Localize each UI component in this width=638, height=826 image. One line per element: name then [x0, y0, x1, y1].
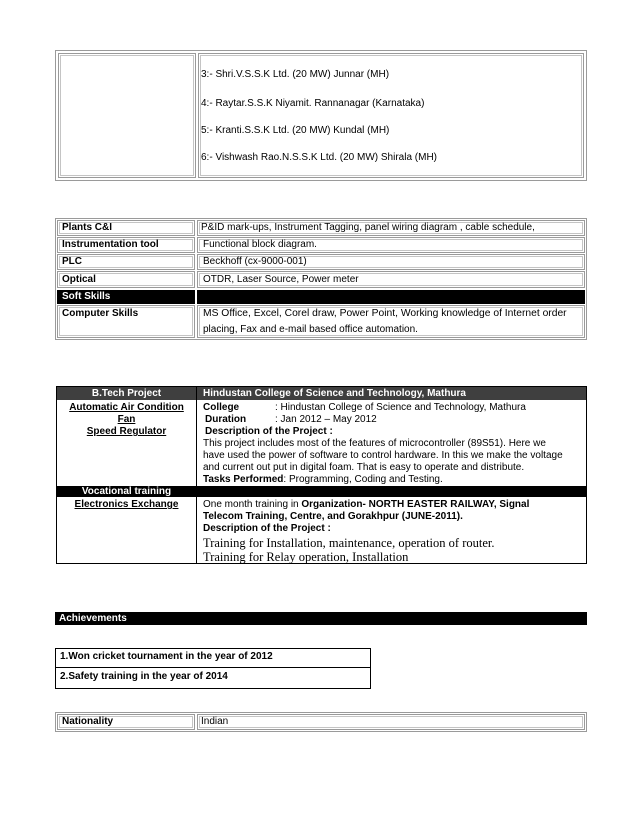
vocational-org-line2: Telecom Training, Centre, and Gorakhpur (JUNE-2011).	[203, 511, 463, 522]
vocational-title: Electronics Exchange	[74, 499, 179, 510]
vocational-intro-text: One month training in	[203, 499, 302, 510]
soft-skills-header-right	[197, 290, 585, 304]
btech-project-header-label: B.Tech Project	[91, 388, 162, 399]
tasks-value: : Programming, Coding and Testing.	[283, 474, 443, 485]
computer-skills-line: MS Office, Excel, Corel draw, Power Point, Working knowledge of Internet order	[203, 308, 567, 319]
duration-label: Duration	[205, 414, 247, 425]
vocational-line: Training for Installation, maintenance, operation of router.	[203, 536, 495, 550]
achievements-divider	[55, 667, 371, 668]
description-label: Description of the Project :	[205, 426, 333, 437]
mill-item: 3:- Shri.V.S.S.K Ltd. (20 MW) Junnar (MH)	[201, 69, 390, 80]
project-table-divider	[196, 386, 197, 564]
vocational-desc-label: Description of the Project :	[203, 523, 331, 534]
achievement-item: 1.Won cricket tournament in the year of 2012	[60, 651, 273, 662]
project-title-line: Automatic Air Condition	[69, 402, 184, 413]
description-line: have used the power of software to control hardware. In this we make the voltage	[203, 450, 563, 461]
computer-skills-label: Computer Skills	[62, 308, 139, 319]
computer-skills-line: placing, Fax and e-mail based office automation.	[203, 324, 418, 335]
vocational-org: Organization- NORTH EASTER RAILWAY, Signal	[301, 499, 530, 510]
soft-skills-label: Soft Skills	[62, 291, 111, 302]
nationality-label: Nationality	[62, 716, 114, 727]
skill-label: Plants C&I	[62, 222, 113, 233]
description-line: This project includes most of the features of microcontroller (89S51). Here we	[203, 438, 546, 449]
skill-label: Optical	[62, 274, 96, 285]
description-line: and current out put in digital foam. That is easy to operate and distribute.	[203, 462, 525, 473]
skill-value: Functional block diagram.	[203, 239, 317, 250]
college-label: College	[203, 402, 240, 413]
project-title-line: Fan	[117, 414, 136, 425]
tasks-label: Tasks Performed	[203, 474, 284, 485]
mill-item: 4:- Raytar.S.S.K Niyamit. Rannanagar (Karnataka)	[201, 98, 425, 109]
mill-item: 5:- Kranti.S.S.K Ltd. (20 MW) Kundal (MH)	[201, 125, 390, 136]
college-value: : Hindustan College of Science and Technology, Mathura	[275, 402, 526, 413]
tasks-performed	[203, 474, 443, 486]
vocational-training-header-right	[197, 486, 586, 497]
vocational-training-label: Vocational training	[81, 486, 172, 497]
skill-value: OTDR, Laser Source, Power meter	[203, 274, 359, 285]
nationality-value: Indian	[201, 716, 229, 727]
skill-value: P&ID mark-ups, Instrument Tagging, panel wiring diagram , cable schedule,	[201, 222, 535, 233]
project-title-line: Speed Regulator	[86, 426, 167, 437]
achievements-header-label: Achievements	[59, 613, 127, 624]
skill-label: PLC	[62, 256, 82, 267]
achievement-item: 2.Safety training in the year of 2014	[60, 671, 228, 682]
achievements-header	[55, 612, 587, 625]
skill-label: Instrumentation tool	[62, 239, 159, 250]
mills-table-left-cell	[58, 53, 196, 178]
vocational-intro	[203, 499, 529, 511]
mill-item: 6:- Vishwash Rao.N.S.S.K Ltd. (20 MW) Shirala (MH)	[201, 152, 437, 163]
nationality-value-cell	[197, 714, 585, 730]
duration-value: : Jan 2012 – May 2012	[275, 414, 377, 425]
skill-value: Beckhoff (cx-9000-001)	[203, 256, 307, 267]
btech-college-header-label: Hindustan College of Science and Technology, Mathura	[203, 388, 466, 399]
vocational-line: Training for Relay operation, Installation	[203, 550, 409, 564]
